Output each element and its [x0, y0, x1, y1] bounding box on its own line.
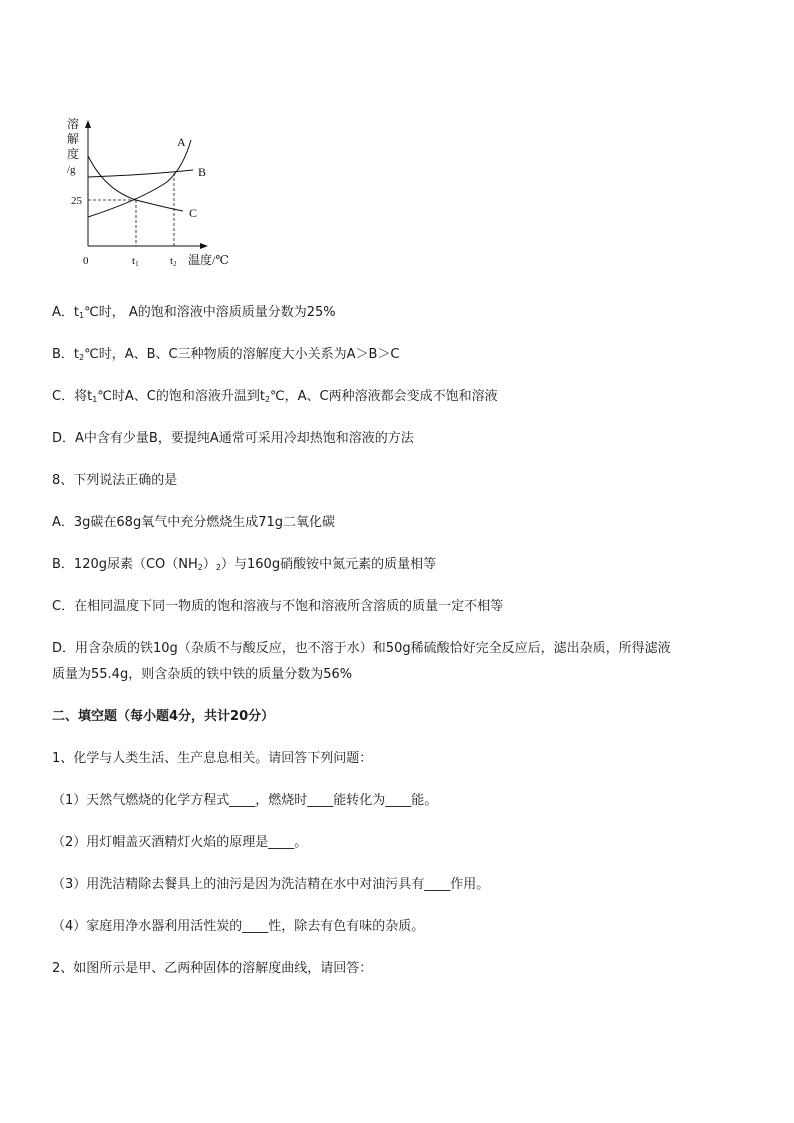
s2-q1-part4: （4）家庭用净水器利用活性炭的____性，除去有色有味的杂质。 — [52, 919, 425, 934]
q8-option-d-line2: 质量为55.4g，则含杂质的铁中铁的质量分数为56% — [52, 667, 353, 682]
ylabel-char-3: 度 — [67, 147, 80, 161]
s2-q1-part1: （1）天然气燃烧的化学方程式____，燃烧时____能转化为____能。 — [52, 793, 438, 808]
curve-b — [88, 170, 193, 177]
x-axis-arrow — [200, 243, 208, 249]
s2-q1-part2: （2）用灯帽盖灭酒精灯火焰的原理是____。 — [52, 835, 308, 850]
q7-option-d: D．A中含有少量B，要提纯A通常可采用冷却热饱和溶液的方法 — [52, 431, 414, 446]
q8-option-b: B．120g尿素$(CO(NH_2)_2)$与160g硝酸铵中氮元素的质量相等 — [52, 557, 437, 572]
xtick-label-t2: t2 — [170, 255, 177, 268]
q7-option-a: A．$t_1℃$时， A的饱和溶液中溶质质量分数为25% — [52, 305, 336, 320]
ylabel-char-2: 解 — [67, 132, 80, 146]
s2-q1-stem: 1、化学与人类生活、生产息息相关。请回答下列问题： — [52, 751, 373, 766]
s2-q2-stem: 2、如图所示是甲、乙两种固体的溶解度曲线，请回答： — [52, 961, 373, 976]
series-label-a: A — [177, 135, 186, 149]
origin-label: 0 — [83, 255, 89, 267]
q8-option-a: A．3g碳在68g氧气中充分燃烧生成71g二氧化碳 — [52, 515, 336, 530]
q8-option-c: C．在相同温度下同一物质的饱和溶液与不饱和溶液所含溶质的质量一定不相等 — [52, 599, 504, 614]
solubility-chart — [55, 110, 255, 275]
ylabel-char-1: 溶 — [67, 117, 80, 131]
y-axis-arrow — [85, 120, 91, 128]
q8-option-d-line1: D．用含杂质的铁10g（杂质不与酸反应，也不溶于水）和50g稀硫酸恰好完全反应后，滤出杂质，所得滤液 — [52, 641, 671, 656]
ylabel-char-4: /g — [67, 164, 76, 176]
q8-stem: 8、下列说法正确的是 — [52, 473, 178, 488]
s2-q1-part3: （3）用洗洁精除去餐具上的油污是因为洗洁精在水中对油污具有____作用。 — [52, 877, 490, 892]
ytick-label-25: 25 — [71, 195, 82, 207]
xtick-label-t1: t1 — [132, 255, 139, 268]
series-label-c: C — [189, 206, 198, 220]
series-label-b: B — [198, 165, 207, 179]
q7-option-c: C．将$t_1℃$时A、C的饱和溶液升温到$t_2℃$，A、C两种溶液都会变成不饱和溶液 — [52, 389, 498, 404]
curve-c — [88, 156, 183, 211]
section-2-heading: 二、填空题（每小题4分，共计20分） — [52, 709, 275, 724]
q7-option-b: B．$t_2℃$时，A、B、C三种物质的溶解度大小关系为A＞B＞C — [52, 347, 400, 362]
xlabel: 温度/℃ — [188, 253, 229, 267]
solubility-chart-svg — [55, 110, 255, 275]
